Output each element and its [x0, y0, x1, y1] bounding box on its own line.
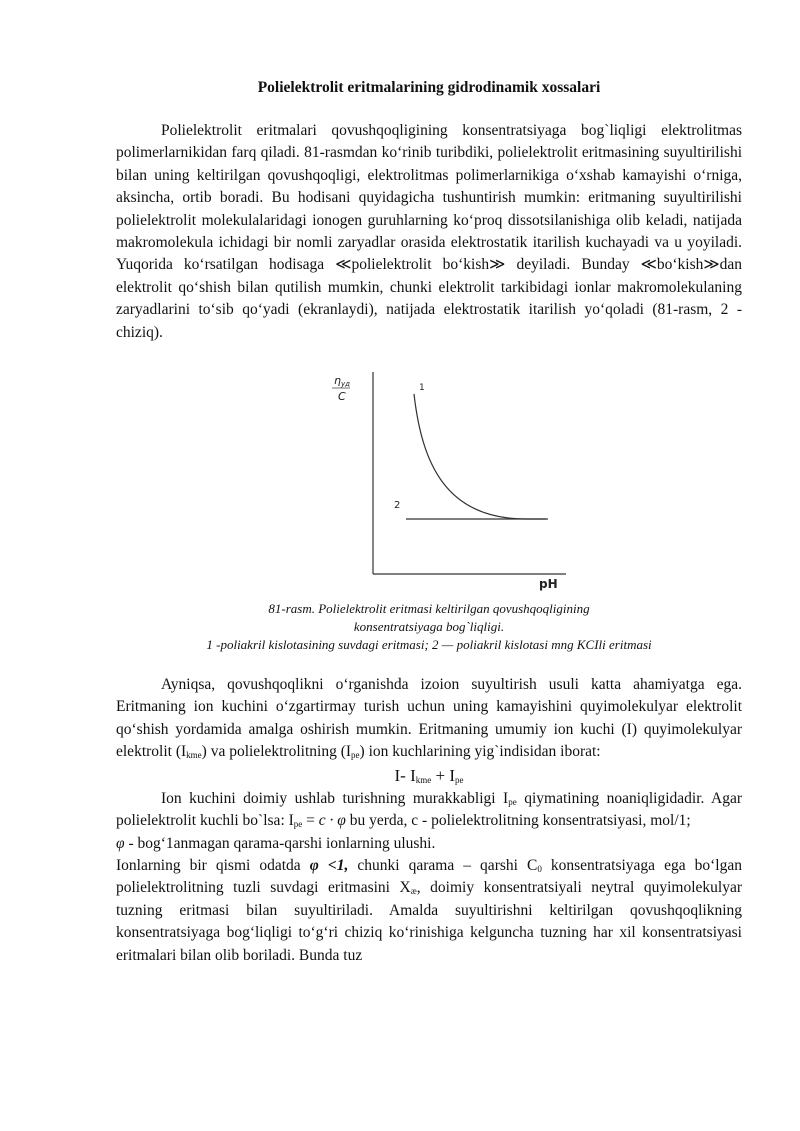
paragraph-2: Ayniqsa, qovushqoqlikni oʻrganishda izoion suyultirish usuli katta ahamiyatga ega. Eritmaning ion kuchini oʻzgartirmay turish uchun uning kamayishini quyimolekulyar elektrolit qoʻshish yordamida amalga oshirish mumkin. Eritmaning umumiy ion kuchi (I) quyimolekulyar elektrolit $(I_{kme})$ va polielektrolitning $(I_{pe})$ ion kuchlarining yig`indisidan iborat: [116, 676, 742, 761]
ion-strength-formula: I- $I_{kme} + I_{pe}$ [394, 765, 464, 785]
y-label-c: C [338, 390, 346, 404]
paragraph-5: Ionlarning bir qismi odatda φ <1, chunki qarama – qarshi $C_0$ konsentratsiyaga ega boʻlgan polielektrolitning tuzli suvdagi eritmasini $X_æ$, doimiy konsentratsiyali neytral quyimolekulyar tuzning eritmasi bilan suyultiriladi. Amalda suyultirishni keltirilgan qovushqoqlikning konsentratsiyaga bogʻliqligi toʻgʻri chiziq koʻrinishiga kelguncha tuzning har xil konsentratsiyasi eritmalari bilan olib boriladi. Bunda tuz [116, 856, 742, 964]
caption-line-3: 1 -poliakril kislotasining suvdagi eritmasi; 2 — poliakril kislotasi mng KCIli eritmasi [206, 637, 652, 653]
document-title: Polielektrolit eritmalarining gidrodinamik xossalari [257, 79, 601, 96]
viscosity-ph-graph [326, 364, 576, 594]
caption-line-1: 81-rasm. Polielektrolit eritmasi keltirilgan qovushqoqligining [268, 601, 590, 617]
curve-1-label: 1 [419, 383, 425, 394]
paragraph-4: φ - bog‘1anmagan qarama-qarshi ionlarning ulushi. [116, 834, 436, 852]
paragraph-1: Polielektrolit eritmalari qovushqoqligining konsentratsiyaga bog`liqligi elektrolitmas polimerlarnikidan farq qiladi. 81-rasmdan koʻrinib turibdiki, polielektrolit eritmasining suyultirilishi bilan uning keltirilgan qovushqoqligi, elektrolitmas polimerlarnikiga oʻxshab kamayishi oʻrniga, aksincha, ortib boradi. Bu hodisani quyidagicha tushuntirish mumkin: eritmaning suyultirilishi polielektrolit molekulalaridagi ionogen guruhlarning koʻproq dissotsilanishiga olib keladi, natijada makromolekula ichidagi bir nomli zaryadlar orasida elektrostatik itarilish kuchayadi va u yoyiladi. Yuqorida koʻrsatilgan hodisaga ≪polielektrolit boʻkish≫ deyiladi. Bunday ≪boʻkish≫dan elektrolit qoʻshish bilan qutilish mumkin, chunki elektrolit tarkibidagi ionlar makromolekulaning zaryadlarini toʻsib qoʻyadi (ekranlaydi), natijada elektrostatik itarilish yoʻqoladi (81-rasm, 2 - chiziq). [116, 122, 742, 341]
curve-2-label: 2 [394, 500, 401, 512]
x-label-ph: pH [539, 577, 558, 592]
curve-1 [414, 394, 546, 519]
document-page [116, 78, 742, 967]
paragraph-3: Ion kuchini doimiy ushlab turishning murakkabligi $I_{pe}$ qiymatining noaniqligidadir. Agar polielektrolit kuchli bo`lsa: $I_{pe} = c \cdot \varphi$ bu yerda, c - polielektrolitning konsentratsiyasi, mol/1; [116, 789, 743, 830]
figure-caption [116, 600, 742, 654]
figure-81 [116, 364, 742, 594]
y-label-eta: ηуд [334, 374, 350, 389]
caption-line-2: konsentratsiyaga bog`liqligi. [353, 619, 505, 635]
